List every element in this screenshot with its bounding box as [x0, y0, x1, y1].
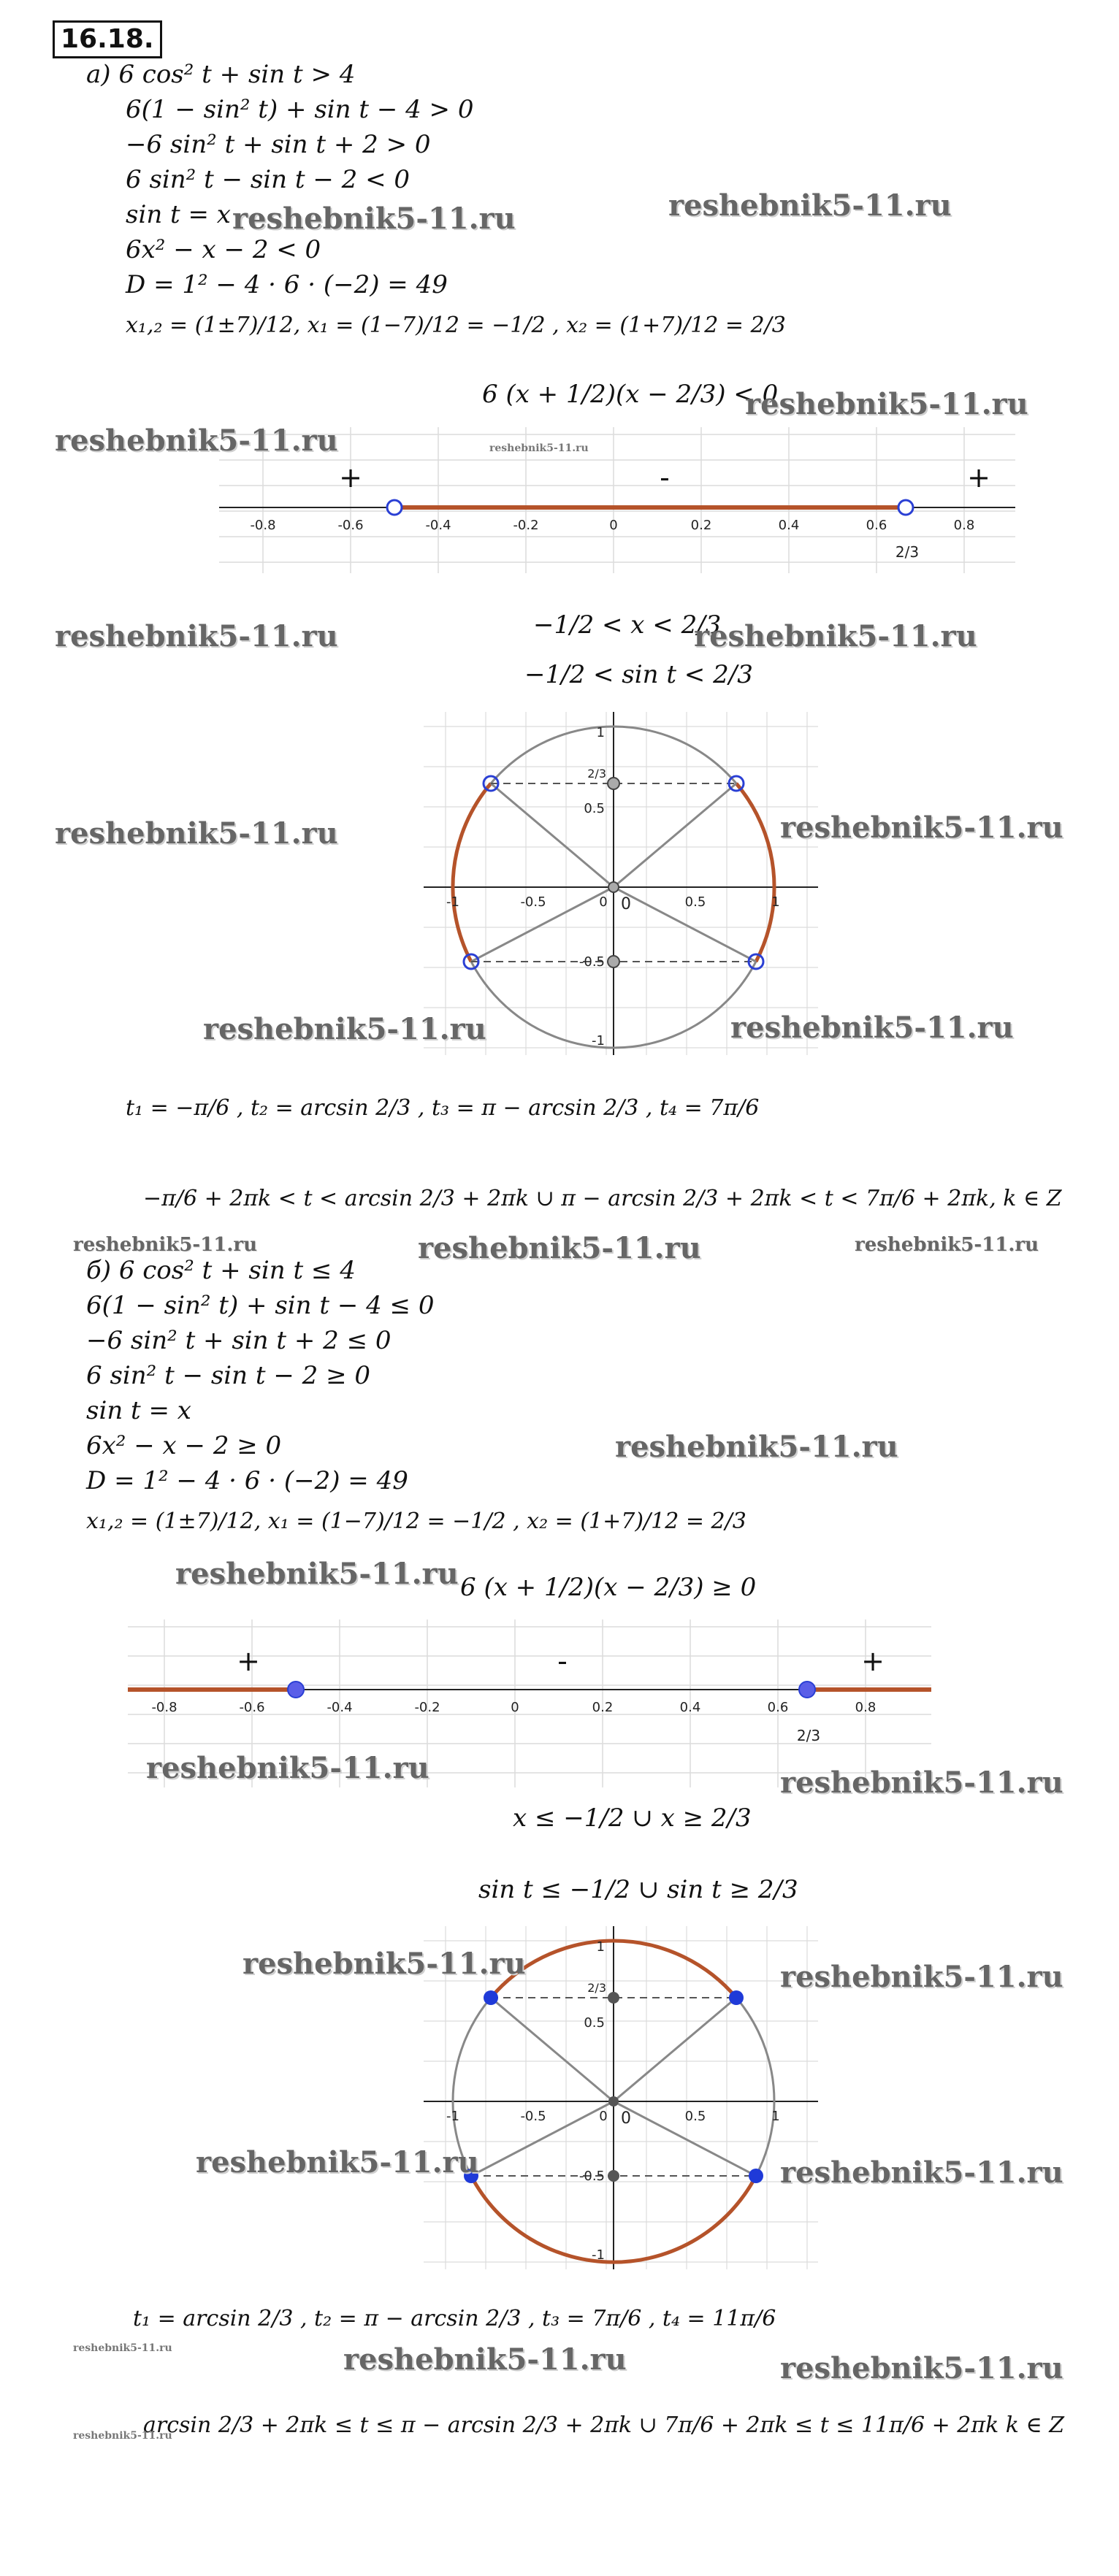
part-b-factored: 6 (x + 1/2)(x − 2/3) ≥ 0	[460, 1573, 757, 1602]
part-a-sin-interval: −1/2 < sin t < 2/3	[524, 660, 753, 689]
point-b-4	[749, 2169, 763, 2183]
watermark: reshebnik5-11.ru	[175, 1557, 459, 1591]
circle-b-origin: 0	[621, 2109, 631, 2128]
watermark: reshebnik5-11.ru	[73, 2430, 172, 2442]
part-a-answer: −π/6 + 2πk < t < arcsin 2/3 + 2πk ∪ π − arcsin 2/3 + 2πk < t < 7π/6 + 2πk, k ∈ Z	[143, 1186, 1062, 1211]
part-a-interval: −1/2 < x < 2/3	[533, 610, 722, 640]
watermark: reshebnik5-11.ru	[146, 1751, 429, 1785]
circle-a-x-1: -0.5	[520, 894, 546, 910]
part-b-line-7: D = 1² − 4 · 6 · (−2) = 49	[86, 1466, 408, 1495]
part-a-factored: 6 (x + 1/2)(x − 2/3) < 0	[482, 380, 779, 409]
tick-b-1: -0.6	[239, 1700, 265, 1715]
watermark: reshebnik5-11.ru	[615, 1430, 898, 1464]
part-a-line-4: 6 sin² t − sin t − 2 < 0	[126, 165, 410, 194]
circle-a-origin: 0	[621, 895, 631, 913]
tick-b-2: -0.4	[326, 1700, 353, 1715]
part-a-line-6: 6x² − x − 2 < 0	[126, 235, 321, 264]
watermark: reshebnik5-11.ru	[780, 1960, 1063, 1994]
watermark: reshebnik5-11.ru	[55, 816, 338, 851]
watermark: reshebnik5-11.ru	[668, 188, 952, 223]
watermark: reshebnik5-11.ru	[232, 202, 516, 236]
watermark: reshebnik5-11.ru	[418, 1231, 701, 1265]
circle-b-y-1: 0.5	[584, 2015, 605, 2031]
point-b-1	[484, 1990, 498, 2005]
circle-a-y-1: 0.5	[584, 801, 605, 816]
circle-a-y-0: 1	[596, 725, 605, 740]
circle-b-two-thirds: 2/3	[587, 1981, 606, 1995]
circle-b-x-3: 0.5	[684, 2109, 706, 2124]
arc-a-right	[736, 783, 774, 962]
part-b-line-5: sin t = x	[86, 1396, 191, 1425]
circle-a-y-3: -1	[592, 1033, 605, 1049]
tick-a-5: 0.2	[690, 518, 712, 533]
circle-b-y-0: 1	[596, 1939, 605, 1955]
frac-label-b: 2/3	[796, 1727, 821, 1744]
circle-a-x-0: -1	[446, 894, 459, 910]
part-b-interval: x ≤ −1/2 ∪ x ≥ 2/3	[513, 1803, 752, 1833]
tick-a-7: 0.6	[866, 518, 887, 533]
circle-b-y-2: -0.5	[578, 2169, 605, 2184]
problem-number: 16.18.	[53, 20, 162, 58]
circle-b-x-2: 0	[599, 2109, 608, 2124]
open-point-a-right	[898, 500, 913, 515]
tick-a-4: 0	[609, 518, 618, 533]
sign-b-plus-left: +	[237, 1645, 260, 1677]
watermark: reshebnik5-11.ru	[780, 2351, 1063, 2385]
part-b-line-6: 6x² − x − 2 ≥ 0	[86, 1431, 282, 1460]
tick-a-0: -0.8	[250, 518, 276, 533]
watermark: reshebnik5-11.ru	[780, 810, 1063, 845]
watermark: reshebnik5-11.ru	[203, 1012, 486, 1046]
part-a-line-8: x₁,₂ = (1±7)/12, x₁ = (1−7)/12 = −1/2 , x₂ = (1+7)/12 = 2/3	[126, 313, 786, 338]
tick-b-6: 0.4	[679, 1700, 701, 1715]
circle-b-x-4: 1	[771, 2109, 780, 2124]
tick-b-0: -0.8	[151, 1700, 177, 1715]
part-b-answer: arcsin 2/3 + 2πk ≤ t ≤ π − arcsin 2/3 + 2πk ∪ 7π/6 + 2πk ≤ t ≤ 11π/6 + 2πk k ∈ Z	[143, 2412, 1065, 2438]
tick-a-1: -0.6	[337, 518, 364, 533]
part-b-roots: t₁ = arcsin 2/3 , t₂ = π − arcsin 2/3 , t₃ = 7π/6 , t₄ = 11π/6	[133, 2306, 776, 2331]
tick-a-8: 0.8	[953, 518, 975, 533]
unit-circle-a-grid	[424, 712, 818, 1055]
part-b-line-4: 6 sin² t − sin t − 2 ≥ 0	[86, 1361, 371, 1390]
open-point-a-left	[387, 500, 402, 515]
watermark: reshebnik5-11.ru	[343, 2342, 627, 2377]
watermark: reshebnik5-11.ru	[73, 2342, 172, 2354]
sign-a-minus: -	[660, 461, 670, 494]
part-a-line-5: sin t = x	[126, 200, 231, 229]
part-a-line-2: 6(1 − sin² t) + sin t − 4 > 0	[126, 95, 474, 124]
tick-b-8: 0.8	[855, 1700, 877, 1715]
frac-label-a: 2/3	[895, 543, 920, 561]
part-a-line-7: D = 1² − 4 · 6 · (−2) = 49	[126, 270, 448, 299]
unit-circle-a	[424, 712, 818, 1055]
watermark: reshebnik5-11.ru	[694, 619, 977, 653]
tick-b-7: 0.6	[767, 1700, 789, 1715]
watermark: reshebnik5-11.ru	[242, 1947, 526, 1981]
watermark: reshebnik5-11.ru	[855, 1234, 1039, 1256]
part-b-line-8: x₁,₂ = (1±7)/12, x₁ = (1−7)/12 = −1/2 , x₂ = (1+7)/12 = 2/3	[86, 1509, 746, 1534]
tick-b-4: 0	[511, 1700, 519, 1715]
part-a-roots: t₁ = −π/6 , t₂ = arcsin 2/3 , t₃ = π − arcsin 2/3 , t₄ = 7π/6	[126, 1095, 760, 1121]
part-b-line-1: б) 6 cos² t + sin t ≤ 4	[86, 1256, 356, 1285]
filled-point-b-left	[288, 1682, 304, 1698]
part-a-line-1: а) 6 cos² t + sin t > 4	[86, 60, 356, 89]
circle-b-y-3: -1	[592, 2247, 605, 2263]
sign-a-plus-right: +	[967, 461, 990, 494]
circle-b-x-1: -0.5	[520, 2109, 546, 2124]
watermark: reshebnik5-11.ru	[780, 1766, 1063, 1800]
part-a-line-3: −6 sin² t + sin t + 2 > 0	[126, 130, 431, 159]
circle-b-x-0: -1	[446, 2109, 459, 2124]
tick-a-2: -0.4	[425, 518, 451, 533]
tick-b-5: 0.2	[592, 1700, 614, 1715]
arc-a-left	[453, 783, 491, 962]
watermark: reshebnik5-11.ru	[196, 2145, 479, 2180]
point-b-2	[729, 1990, 744, 2005]
watermark: reshebnik5-11.ru	[73, 1234, 258, 1256]
sign-a-plus-left: +	[339, 461, 362, 494]
tick-b-3: -0.2	[414, 1700, 440, 1715]
watermark: reshebnik5-11.ru	[55, 423, 338, 458]
part-b-line-2: 6(1 − sin² t) + sin t − 4 ≤ 0	[86, 1291, 435, 1320]
watermark: reshebnik5-11.ru	[745, 387, 1028, 421]
sign-b-plus-right: +	[861, 1645, 885, 1677]
number-line-a	[219, 427, 1015, 580]
part-b-line-3: −6 sin² t + sin t + 2 ≤ 0	[86, 1326, 392, 1355]
watermark: reshebnik5-11.ru	[780, 2155, 1063, 2190]
circle-a-two-thirds: 2/3	[587, 767, 606, 781]
watermark: reshebnik5-11.ru	[730, 1011, 1014, 1045]
circle-a-x-3: 0.5	[684, 894, 706, 910]
sign-b-minus: -	[557, 1645, 568, 1677]
watermark: reshebnik5-11.ru	[489, 442, 589, 454]
circle-a-x-4: 1	[771, 894, 780, 910]
tick-a-3: -0.2	[513, 518, 539, 533]
filled-point-b-right	[799, 1682, 815, 1698]
tick-a-6: 0.4	[778, 518, 800, 533]
circle-a-y-2: -0.5	[578, 954, 605, 970]
part-b-sin-interval: sin t ≤ −1/2 ∪ sin t ≥ 2/3	[478, 1875, 798, 1904]
circle-a-x-2: 0	[599, 894, 608, 910]
watermark: reshebnik5-11.ru	[55, 619, 338, 653]
